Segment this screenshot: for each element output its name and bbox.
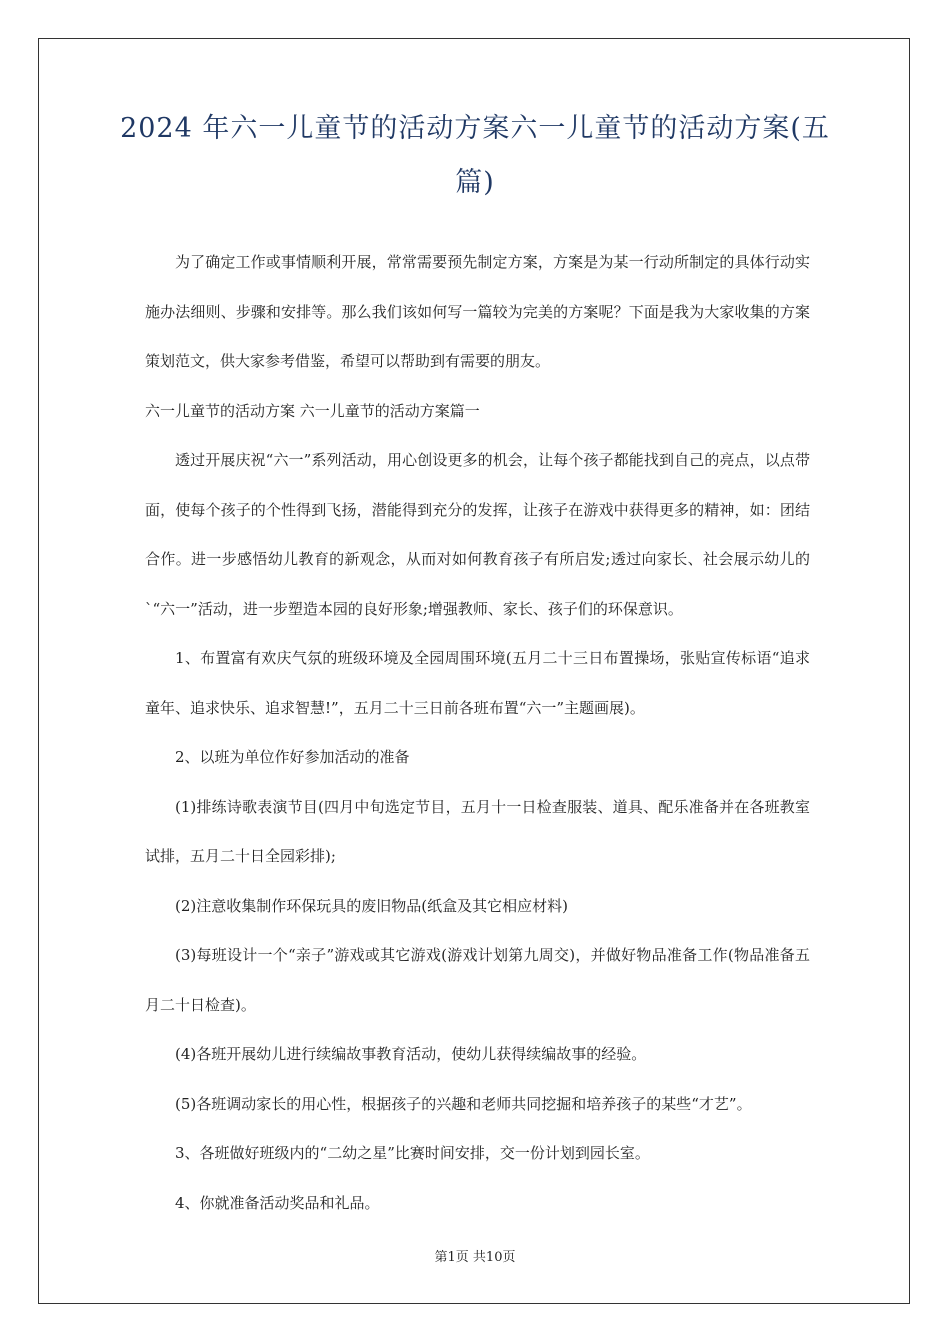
paragraph-item-4: 4、你就准备活动奖品和礼品。: [175, 1193, 380, 1212]
paragraph-item-2: 2、以班为单位作好参加活动的准备: [175, 748, 410, 766]
paragraph-item-1: 1、布置富有欢庆气氛的班级环境及全园周围环境(五月二十三日布置操场，张贴宣传标语“追求童年、追求快乐、追求智慧!”，五月二十三日前各班布置“六一”主题画展)。: [145, 649, 810, 717]
paragraph-subitem-3: (3)每班设计一个“亲子”游戏或其它游戏(游戏计划第九周交)，并做好物品准备工作(物品准备五月二十日检查)。: [145, 946, 810, 1014]
paragraph-subitem-5: (5)各班调动家长的用心性，根据孩子的兴趣和老师共同挖掘和培养孩子的某些“才艺”。: [175, 1094, 752, 1113]
document-title: 2024 年六一儿童节的活动方案六一儿童节的活动方案(五篇): [120, 113, 830, 198]
document-body: [145, 238, 810, 1228]
paragraph-item-3: 3、各班做好班级内的“二幼之星”比赛时间安排，交一份计划到园长室。: [175, 1144, 650, 1162]
page-footer: 第1页 共10页: [434, 1250, 516, 1265]
paragraph-subitem-2: (2)注意收集制作环保玩具的废旧物品(纸盒及其它相应材料): [175, 896, 568, 915]
section-heading: 六一儿童节的活动方案 六一儿童节的活动方案篇一: [145, 401, 480, 420]
paragraph-purpose: 透过开展庆祝“六一”系列活动，用心创设更多的机会，让每个孩子都能找到自己的亮点，以点带面，使每个孩子的个性得到飞扬，潜能得到充分的发挥，让孩子在游戏中获得更多的精神，如：团结合作。进一步感悟幼儿教育的新观念，从而对如何教育孩子有所启发;透过向家长、社会展示幼儿的`“六一”活动，进一步塑造本园的良好形象;增强教师、家长、孩子们的环保意识。: [145, 451, 810, 618]
paragraph-intro: 为了确定工作或事情顺利开展，常常需要预先制定方案，方案是为某一行动所制定的具体行动实施办法细则、步骤和安排等。那么我们该如何写一篇较为完美的方案呢？下面是我为大家收集的方案策划范文，供大家参考借鉴，希望可以帮助到有需要的朋友。: [145, 253, 810, 370]
paragraph-subitem-1: (1)排练诗歌表演节目(四月中旬选定节目，五月十一日检查服装、道具、配乐准备并在各班教室试排，五月二十日全园彩排);: [145, 797, 810, 865]
paragraph-subitem-4: (4)各班开展幼儿进行续编故事教育活动，使幼儿获得续编故事的经验。: [175, 1045, 647, 1063]
